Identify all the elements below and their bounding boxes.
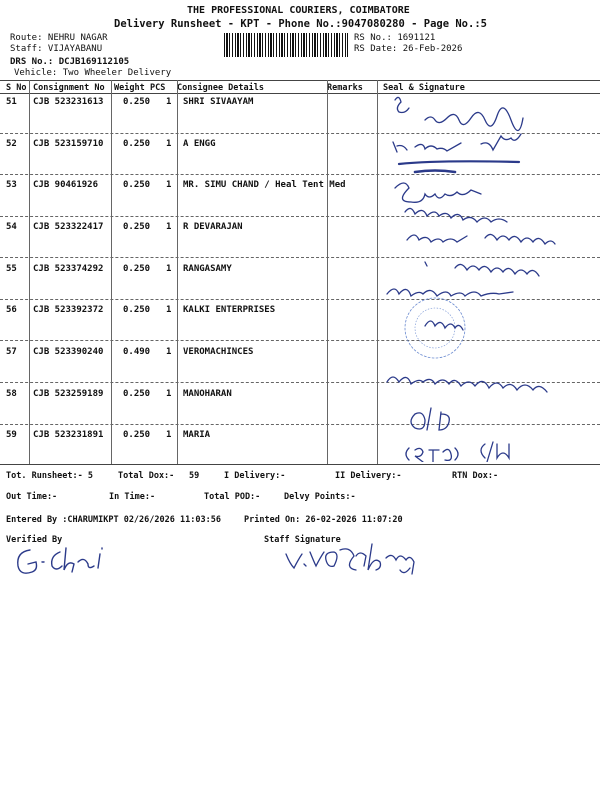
row-weight: 0.250 [123, 139, 151, 149]
row-pcs: 1 [166, 222, 172, 232]
rtn-dox-label: RTN Dox:- [452, 471, 499, 481]
row-consignee: MANOHARAN [183, 389, 232, 399]
row-sno: 56 [6, 305, 17, 315]
col-divider [327, 80, 328, 464]
handwritten-signatures [385, 92, 600, 462]
col-divider [29, 80, 30, 464]
row-weight: 0.250 [123, 264, 151, 274]
row-consignment-no: CJB 523159710 [33, 139, 104, 149]
col-seal: Seal & Signature [383, 83, 465, 93]
row-sno: 59 [6, 430, 17, 440]
col-remarks: Remarks [327, 83, 363, 93]
col-sno: S No [6, 83, 27, 93]
out-time-label: Out Time:- [6, 492, 58, 502]
col-divider [177, 80, 178, 464]
total-dox-value: 59 [189, 471, 200, 481]
row-consignment-no: CJB 523390240 [33, 347, 104, 357]
row-weight: 0.250 [123, 97, 151, 107]
row-sno: 51 [6, 97, 17, 107]
row-sno: 53 [6, 180, 17, 190]
row-consignee: SHRI SIVAAYAM [183, 97, 254, 107]
row-consignee: MR. SIMU CHAND / Heal Tent Med [183, 180, 346, 190]
row-sno: 58 [6, 389, 17, 399]
col-divider [111, 80, 112, 464]
total-dox-label: Total Dox:- [118, 471, 175, 481]
staff-signature-label: Staff Signature [264, 535, 341, 545]
row-pcs: 1 [166, 347, 172, 357]
vehicle-label: Vehicle: Two Wheeler Delivery [14, 68, 172, 78]
col-divider [377, 80, 378, 464]
printed-on: Printed On: 26-02-2026 11:07:20 [244, 515, 403, 525]
tot-runsheet: Tot. Runsheet:- 5 [6, 471, 93, 481]
row-pcs: 1 [166, 264, 172, 274]
row-weight: 0.250 [123, 305, 151, 315]
total-pod-label: Total POD:- [204, 492, 261, 502]
row-consignment-no: CJB 90461926 [33, 180, 99, 190]
row-consignment-no: CJB 523231891 [33, 430, 104, 440]
verified-by-label: Verified By [6, 535, 63, 545]
delvy-points-label: Delvy Points:- [284, 492, 356, 502]
row-weight: 0.250 [123, 389, 151, 399]
ii-delivery-label: II Delivery:- [335, 471, 402, 481]
row-pcs: 1 [166, 389, 172, 399]
col-weight: Weight [114, 83, 145, 93]
barcode-image [224, 33, 348, 57]
row-weight: 0.250 [123, 180, 151, 190]
row-consignment-no: CJB 523392372 [33, 305, 104, 315]
col-consignment: Consignment No [33, 83, 105, 93]
row-sno: 55 [6, 264, 17, 274]
table-top-rule [0, 80, 600, 81]
row-pcs: 1 [166, 430, 172, 440]
col-consignee: Consignee Details [177, 83, 264, 93]
verified-signature [12, 544, 122, 580]
row-pcs: 1 [166, 305, 172, 315]
staff-label: Staff: VIJAYABANU [10, 44, 103, 54]
row-consignee: VEROMACHINCES [183, 347, 254, 357]
row-consignment-no: CJB 523322417 [33, 222, 104, 232]
runsheet-title: Delivery Runsheet - KPT - Phone No.:9047080280 - Page No.:5 [114, 18, 487, 30]
row-consignee: A ENGG [183, 139, 216, 149]
row-consignment-no: CJB 523374292 [33, 264, 104, 274]
row-weight: 0.490 [123, 347, 151, 357]
row-consignee: MARIA [183, 430, 211, 440]
row-weight: 0.250 [123, 222, 151, 232]
col-pcs: PCS [150, 83, 166, 93]
row-weight: 0.250 [123, 430, 151, 440]
drs-number: DRS No.: DCJB169112105 [10, 57, 130, 67]
row-sno: 52 [6, 139, 17, 149]
staff-signature [282, 540, 422, 586]
row-consignment-no: CJB 523231613 [33, 97, 104, 107]
row-consignee: KALKI ENTERPRISES [183, 305, 276, 315]
row-pcs: 1 [166, 180, 172, 190]
row-pcs: 1 [166, 97, 172, 107]
row-consignee: R DEVARAJAN [183, 222, 243, 232]
i-delivery-label: I Delivery:- [224, 471, 286, 481]
route-label: Route: NEHRU NAGAR [10, 33, 108, 43]
rs-date: RS Date: 26-Feb-2026 [354, 44, 463, 54]
row-pcs: 1 [166, 139, 172, 149]
table-bottom-rule [0, 464, 600, 465]
in-time-label: In Time:- [109, 492, 156, 502]
entered-by: Entered By :CHARUMIKPT 02/26/2026 11:03:56 [6, 515, 221, 525]
row-sno: 57 [6, 347, 17, 357]
row-consignee: RANGASAMY [183, 264, 232, 274]
row-consignment-no: CJB 523259189 [33, 389, 104, 399]
company-title: THE PROFESSIONAL COURIERS, COIMBATORE [187, 5, 410, 16]
row-sno: 54 [6, 222, 17, 232]
rs-number: RS No.: 1691121 [354, 33, 436, 43]
